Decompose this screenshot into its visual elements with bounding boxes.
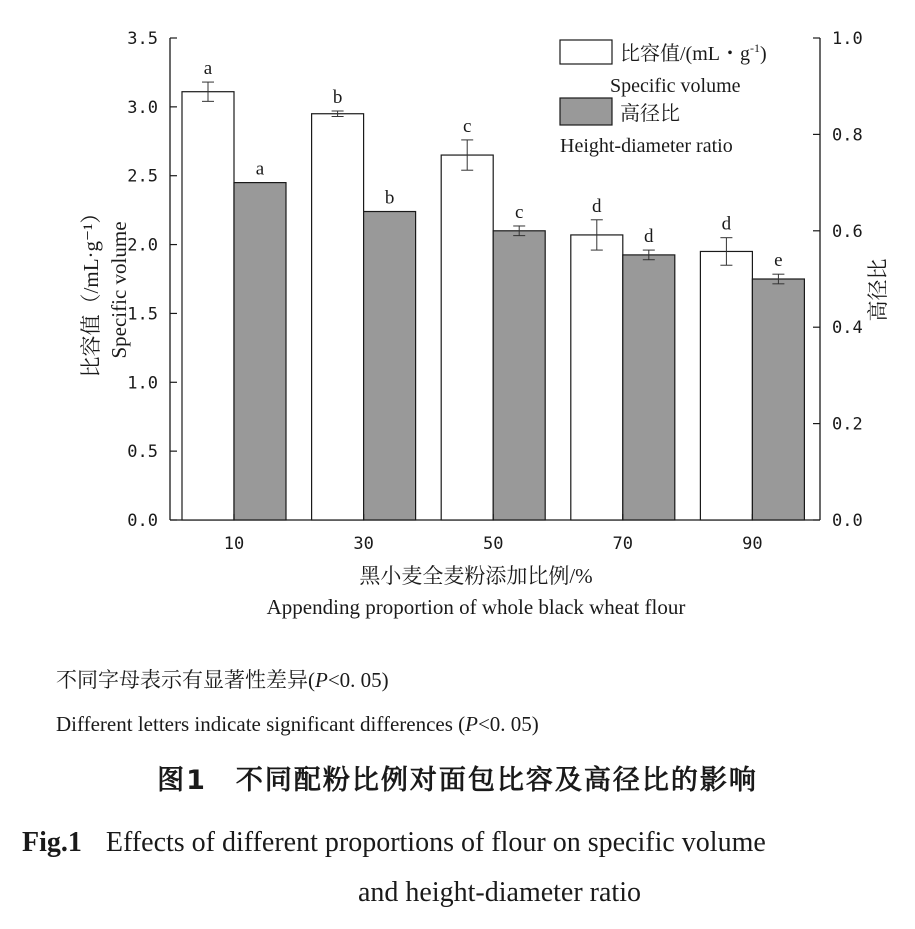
significance-letter: b — [384, 187, 395, 209]
bars — [182, 58, 804, 520]
y-left-tick-label: 3.0 — [127, 97, 158, 118]
x-label-en: Appending proportion of whole black wheat flour — [266, 595, 686, 619]
legend-label-specific-volume-cn: 比容值/(mL・$g^{-1}$) — [620, 41, 767, 65]
bar-specific-volume — [700, 251, 752, 520]
legend-swatch-height-diameter — [560, 98, 612, 125]
significance-letter: d — [592, 195, 602, 217]
y-left-label-cn: 比容值（/mL·g⁻¹） — [79, 202, 103, 378]
significance-letter: d — [644, 226, 654, 248]
x-tick-label: 90 — [742, 534, 763, 554]
y-right-tick-label: 0.6 — [832, 221, 863, 242]
y-left-tick-label: 0.0 — [127, 511, 158, 531]
bar-height-diameter — [493, 231, 545, 520]
y-left-tick-label: 2.5 — [127, 166, 158, 187]
y-left-tick-label: 0.5 — [127, 442, 158, 463]
significance-letter: a — [203, 58, 213, 80]
x-tick-label: 10 — [223, 534, 245, 554]
figure-caption-cn: 图1 不同配粉比例对面包比容及高径比的影响 — [157, 765, 758, 796]
significance-letter: d — [721, 213, 732, 235]
y-left-tick-label: 1.5 — [127, 304, 158, 325]
x-label-cn: 黑小麦全麦粉添加比例/% — [359, 564, 593, 588]
bar-height-diameter — [752, 279, 804, 520]
bar-height-diameter — [364, 212, 416, 520]
bar-height-diameter — [234, 183, 286, 520]
figure-number: Fig.1 — [22, 827, 82, 858]
y-right-tick-label: 0.0 — [832, 511, 863, 531]
legend-label-height-diameter-en: Height-diameter ratio — [560, 135, 733, 157]
y-right-tick-label: 0.8 — [832, 125, 863, 146]
legend-label-specific-volume-en: Specific volume — [610, 75, 741, 97]
y-left-tick-label: 1.0 — [127, 373, 158, 394]
y-right-tick-label: 0.2 — [832, 414, 863, 435]
significance-letter: c — [462, 115, 472, 137]
y-left-tick-label: 2.0 — [127, 235, 158, 256]
x-tick-label: 50 — [482, 534, 504, 554]
bar-specific-volume — [312, 114, 364, 520]
figure-caption-en-line1: Effects of different proportions of flour on specific volume — [105, 827, 766, 858]
legend-swatch-specific-volume — [560, 40, 612, 64]
figure-caption-en-line2: and height-diameter ratio — [358, 877, 641, 908]
bar-specific-volume — [441, 155, 493, 520]
x-tick-label: 30 — [353, 534, 374, 554]
legend — [560, 40, 767, 157]
figure-caption-en — [22, 818, 902, 918]
legend-label-height-diameter-cn: 高径比 — [620, 103, 680, 125]
bar-specific-volume — [571, 235, 623, 520]
y-left-tick-label: 3.5 — [127, 29, 158, 49]
bar-specific-volume — [182, 92, 234, 520]
significance-letter: e — [774, 250, 783, 272]
bar-height-diameter — [623, 255, 675, 520]
y-right-tick-label: 1.0 — [832, 29, 863, 49]
significance-note-cn: 不同字母表示有显著性差异(P<0. 05) — [56, 668, 389, 692]
significance-letter: c — [514, 201, 524, 223]
significance-letter: b — [332, 86, 343, 108]
y-right-label: 高径比 — [866, 258, 890, 322]
significance-note-en: Different letters indicate significant differences (P<0. 05) — [56, 712, 539, 736]
significance-letter: a — [255, 158, 265, 180]
y-right-tick-label: 0.4 — [832, 318, 863, 339]
x-tick-label: 70 — [612, 534, 634, 554]
y-left-label-en: Specific volume — [107, 221, 131, 359]
